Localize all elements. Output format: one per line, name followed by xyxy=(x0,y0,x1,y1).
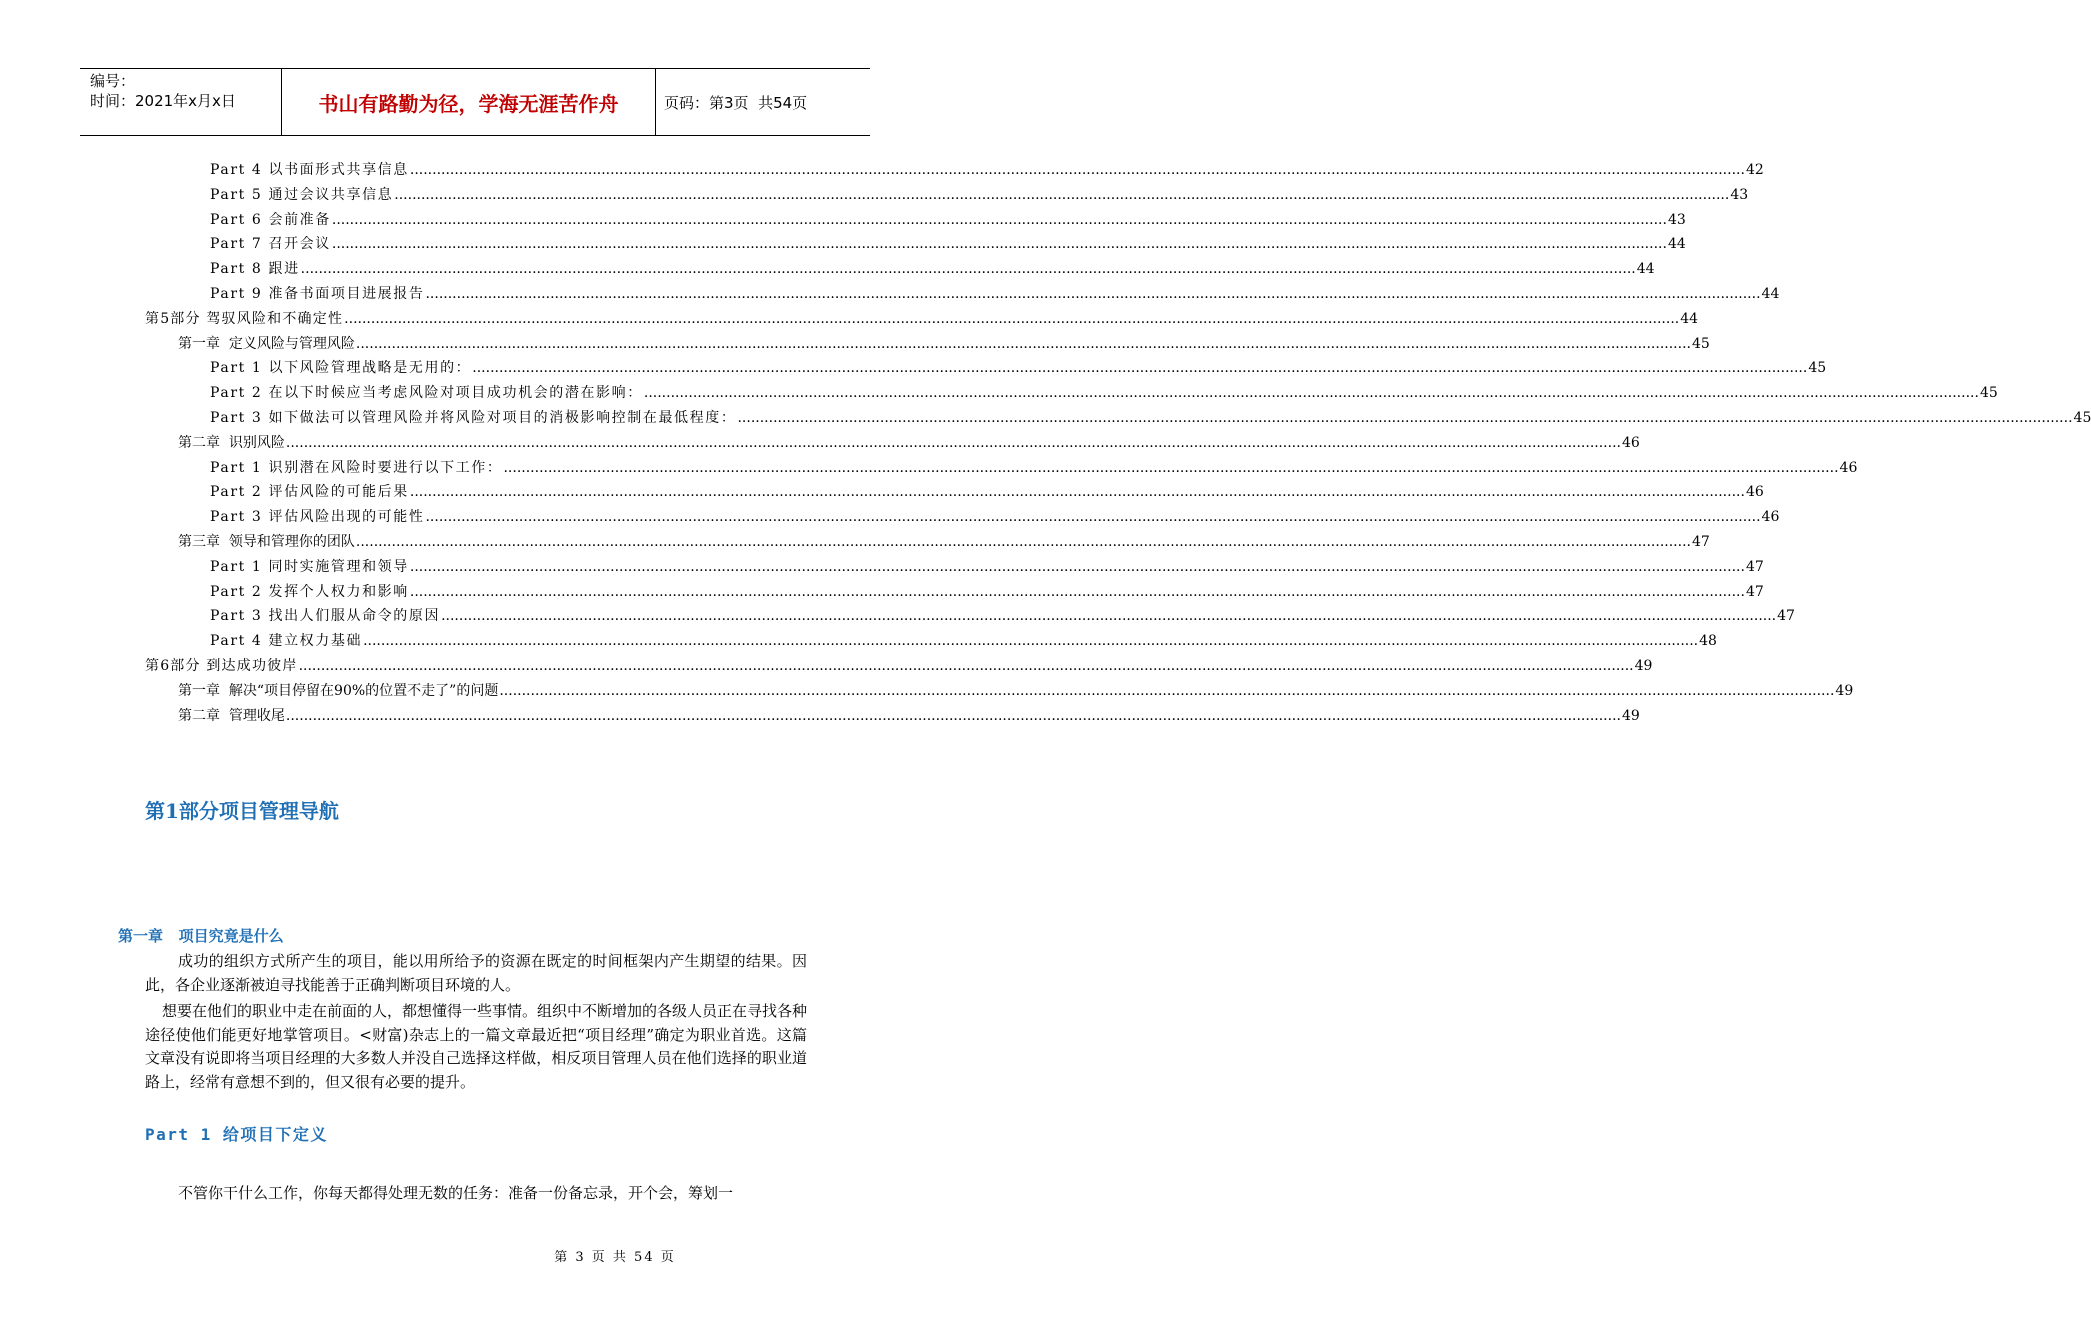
toc-leader-dots: ............................................................................................................................................................................................................................................................................................................ xyxy=(344,310,1680,327)
header-page xyxy=(656,69,870,135)
toc-entry-page: 44 xyxy=(1680,310,1699,327)
paragraph: 想要在他们的职业中走在前面的人，都想懂得一些事情。组织中不断增加的各级人员正在寻找各种途径使他们能更好地掌管项目。<财富)杂志上的一篇文章最近把“项目经理”确定为职业首选。这篇文章没有说即将当项目经理的大多数人并没自己选择这样做，相反项目管理人员在他们选择的职业道路上，经常有意想不到的，但又很有必要的提升。 xyxy=(145,1002,808,1091)
toc-entry-title: Part 9 准备书面项目进展报告 xyxy=(210,286,425,302)
toc-leader-dots: ............................................................................................................................................................................................................................................................................................................ xyxy=(503,459,1839,476)
paragraph: 成功的组织方式所产生的项目，能以用所给予的资源在既定的时间框架内产生期望的结果。因此，各企业逐渐被迫寻找能善于正确判断项目环境的人。 xyxy=(145,952,807,994)
toc-leader-dots: ............................................................................................................................................................................................................................................................................................................ xyxy=(409,558,1745,575)
toc-leader-dots: ............................................................................................................................................................................................................................................................................................................ xyxy=(409,484,1745,501)
toc-entry-page: 45 xyxy=(1979,385,1998,402)
toc-leader-dots: ............................................................................................................................................................................................................................................................................................................ xyxy=(409,162,1745,178)
toc-entry-title: Part 1 以下风险管理战略是无用的： xyxy=(210,360,472,377)
toc-entry[interactable] xyxy=(178,704,1640,728)
toc-entry-title: Part 3 如下做法可以管理风险并将风险对项目的消极影响控制在最低程度： xyxy=(210,410,737,426)
toc-leader-dots: ............................................................................................................................................................................................................................................................................................................ xyxy=(441,608,1777,625)
toc-entry[interactable] xyxy=(145,654,1653,678)
toc-leader-dots: ............................................................................................................................................................................................................................................................................................................ xyxy=(394,186,1730,203)
toc-entry-title: Part 1 识别潜在风险时要进行以下工作： xyxy=(210,459,503,476)
toc-entry-page: 49 xyxy=(1835,682,1854,699)
toc-entry[interactable] xyxy=(178,679,1854,703)
toc-entry[interactable] xyxy=(145,307,1699,331)
toc-entry-title: Part 2 在以下时候应当考虑风险对项目成功机会的潜在影响： xyxy=(210,385,643,402)
toc-entry[interactable] xyxy=(210,282,1780,306)
part-heading: 第1部分项目管理导航 xyxy=(145,799,339,823)
toc-entry-title: Part 3 评估风险出现的可能性 xyxy=(210,509,425,526)
toc-entry[interactable] xyxy=(210,381,1998,405)
toc-entry-title: Part 1 同时实施管理和领导 xyxy=(210,558,409,575)
toc-leader-dots: ............................................................................................................................................................................................................................................................................................................ xyxy=(285,707,1621,724)
chapter-heading: 第一章 项目究竟是什么 xyxy=(118,927,284,945)
toc-leader-dots: ............................................................................................................................................................................................................................................................................................................ xyxy=(425,509,1761,526)
toc-entry-title: 第一章 定义风险与管理风险 xyxy=(178,335,355,352)
toc-leader-dots: ............................................................................................................................................................................................................................................................................................................ xyxy=(331,211,1667,228)
toc-entry-title: Part 5 通过会议共享信息 xyxy=(210,186,394,203)
toc-leader-dots: ............................................................................................................................................................................................................................................................................................................ xyxy=(499,682,1835,699)
toc-entry-page: 47 xyxy=(1777,608,1795,625)
toc-entry-title: 第二章 管理收尾 xyxy=(178,707,285,724)
toc-entry-page: 48 xyxy=(1699,633,1717,650)
toc-entry-title: 第5部分 驾驭风险和不确定性 xyxy=(145,310,344,327)
page-header xyxy=(80,68,870,136)
toc-entry-page: 49 xyxy=(1621,707,1640,724)
toc-entry-title: Part 8 跟进 xyxy=(210,261,300,278)
toc-entry-page: 46 xyxy=(1621,434,1640,451)
toc-entry[interactable] xyxy=(210,158,1764,182)
toc-entry[interactable] xyxy=(210,555,1764,579)
number-label: 编号： xyxy=(90,72,136,90)
toc-entry-page: 46 xyxy=(1761,509,1780,526)
toc-entry[interactable] xyxy=(210,604,1795,628)
toc-entry[interactable] xyxy=(210,406,2091,430)
toc-entry-page: 44 xyxy=(1667,236,1686,253)
toc-entry-page: 42 xyxy=(1745,162,1764,178)
toc-entry[interactable] xyxy=(210,456,1858,480)
toc-leader-dots: ............................................................................................................................................................................................................................................................................................................ xyxy=(363,633,1699,650)
toc-entry-title: Part 6 会前准备 xyxy=(210,211,331,228)
toc-entry[interactable] xyxy=(210,232,1686,256)
toc-leader-dots: ............................................................................................................................................................................................................................................................................................................ xyxy=(409,583,1745,600)
toc-entry[interactable] xyxy=(178,332,1710,356)
toc-entry-title: 第6部分 到达成功彼岸 xyxy=(145,658,298,674)
page-label: 页码：第3页 共54页 xyxy=(664,93,808,112)
toc-entry[interactable] xyxy=(210,183,1749,207)
toc-leader-dots: ............................................................................................................................................................................................................................................................................................................ xyxy=(331,236,1667,253)
toc-entry-page: 47 xyxy=(1745,558,1764,575)
toc-entry-title: Part 2 发挥个人权力和影响 xyxy=(210,583,409,600)
toc-entry-page: 49 xyxy=(1634,658,1653,674)
toc-entry-page: 44 xyxy=(1761,286,1780,302)
toc-entry-page: 43 xyxy=(1730,186,1749,203)
toc-entry[interactable] xyxy=(210,257,1655,281)
paragraph: 不管你干什么工作，你每天都得处理无数的任务：准备一份备忘录，开个会，筹划一 xyxy=(178,1184,734,1202)
toc-entry-page: 45 xyxy=(1691,335,1710,352)
toc-entry[interactable] xyxy=(178,530,1710,554)
page-footer: 第 3 页 共 54 页 xyxy=(554,1250,676,1265)
toc-entry-title: Part 2 评估风险的可能后果 xyxy=(210,484,409,501)
toc-entry-title: 第三章 领导和管理你的团队 xyxy=(178,534,355,550)
toc-leader-dots: ............................................................................................................................................................................................................................................................................................................ xyxy=(298,658,1634,674)
toc-entry[interactable] xyxy=(210,505,1780,529)
toc-entry[interactable] xyxy=(210,580,1764,604)
toc-entry-title: 第二章 识别风险 xyxy=(178,434,285,451)
toc-entry-title: 第一章 解决“项目停留在90%的位置不走了”的问题 xyxy=(178,682,499,699)
toc-entry-page: 47 xyxy=(1691,534,1710,550)
toc-leader-dots: ............................................................................................................................................................................................................................................................................................................ xyxy=(285,434,1621,451)
toc-entry-title: Part 4 建立权力基础 xyxy=(210,633,363,650)
toc-entry-page: 43 xyxy=(1667,211,1686,228)
toc-leader-dots: ............................................................................................................................................................................................................................................................................................................ xyxy=(472,360,1808,377)
section-heading: Part 1 给项目下定义 xyxy=(145,1125,328,1144)
toc-leader-dots: ............................................................................................................................................................................................................................................................................................................ xyxy=(643,385,1979,402)
toc-entry[interactable] xyxy=(210,208,1686,232)
toc-entry[interactable] xyxy=(178,431,1640,455)
time-label: 时间：2021年x月x日 xyxy=(90,92,236,110)
toc-entry[interactable] xyxy=(210,480,1764,504)
toc-entry-page: 45 xyxy=(1808,360,1827,377)
toc-entry-page: 46 xyxy=(1745,484,1764,501)
toc-leader-dots: ............................................................................................................................................................................................................................................................................................................ xyxy=(355,335,1691,352)
toc-entry-title: Part 3 找出人们服从命令的原因 xyxy=(210,608,441,625)
toc-entry-title: Part 7 召开会议 xyxy=(210,236,331,253)
toc-leader-dots: ............................................................................................................................................................................................................................................................................................................ xyxy=(737,410,2073,426)
toc-entry-title: Part 4 以书面形式共享信息 xyxy=(210,162,409,178)
toc-leader-dots: ............................................................................................................................................................................................................................................................................................................ xyxy=(300,261,1636,278)
toc-leader-dots: ............................................................................................................................................................................................................................................................................................................ xyxy=(355,534,1691,550)
toc-entry[interactable] xyxy=(210,629,1717,653)
toc-entry-page: 46 xyxy=(1839,459,1858,476)
toc-entry-page: 44 xyxy=(1636,261,1655,278)
toc-entry-page: 45 xyxy=(2073,410,2091,426)
toc-entry-page: 47 xyxy=(1745,583,1764,600)
header-slogan: 书山有路勤为径，学海无涯苦作舟 xyxy=(282,69,656,135)
toc-leader-dots: ............................................................................................................................................................................................................................................................................................................ xyxy=(425,286,1761,302)
header-meta xyxy=(80,69,282,135)
toc-entry[interactable] xyxy=(210,356,1827,380)
